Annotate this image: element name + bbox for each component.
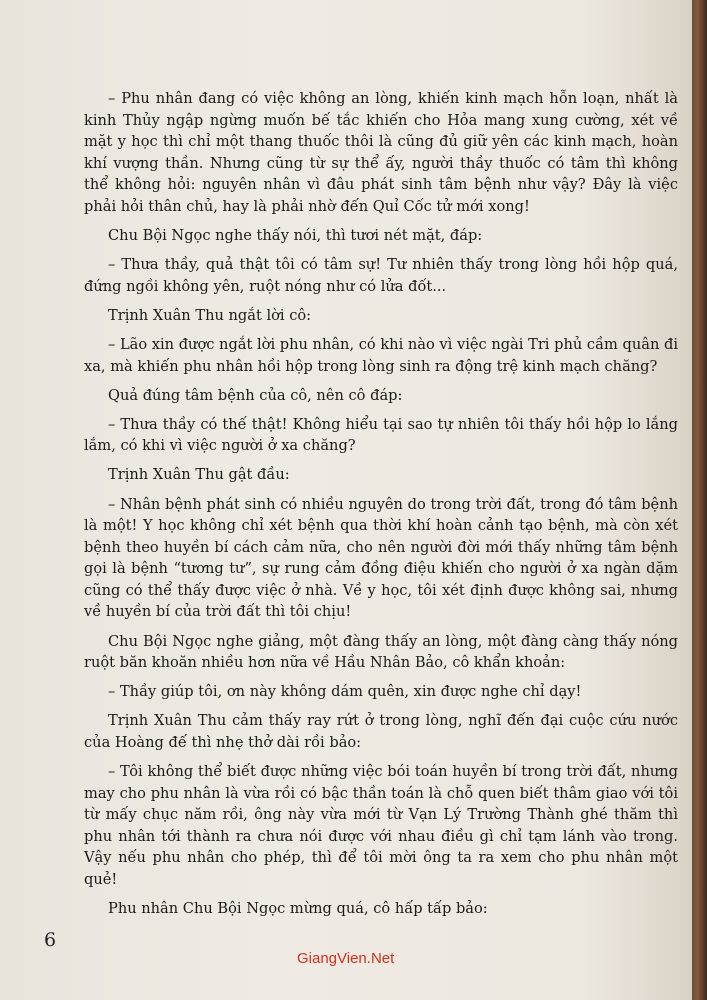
paragraph: Trịnh Xuân Thu gật đầu: xyxy=(108,466,290,484)
paragraph: Trịnh Xuân Thu cảm thấy ray rứt ở trong lòng, nghĩ đến đại cuộc cứu nước của Hoàng đế thì nhẹ thở dài rồi bảo: xyxy=(84,712,678,751)
paragraph: – Thầy giúp tôi, ơn này không dám quên, xin được nghe chỉ dạy! xyxy=(108,683,582,701)
paragraph: – Tôi không thể biết được những việc bói toán huyền bí trong trời đất, nhưng may cho phu nhân là vừa rồi có bậc thần toán là chỗ quen biết thâm giao với tôi từ mấy chục năm rồi, ông này vừa mới từ Vạn Lý Trường Thành ghé thăm thì phu nhân tới thành ra chưa nói được với nhau điều gì chỉ tạm lánh vào trong. Vậy nếu phu nhân cho phép, thì để tôi mời ông ta ra xem cho phu nhân một quẻ! xyxy=(84,763,678,888)
paragraph: – Lão xin được ngắt lời phu nhân, có khi nào vì việc ngài Tri phủ cầm quân đi xa, mà khiến phu nhân hồi hộp trong lòng sinh ra động trệ kinh mạch chăng? xyxy=(84,335,678,375)
watermark: GiangVien.Net xyxy=(297,950,395,967)
paragraph: Chu Bội Ngọc nghe thấy nói, thì tươi nét mặt, đáp: xyxy=(108,227,483,245)
book-spine xyxy=(692,0,707,1000)
paragraph: Quả đúng tâm bệnh của cô, nên cô đáp: xyxy=(108,386,403,404)
paragraph: Chu Bội Ngọc nghe giảng, một đàng thấy an lòng, một đàng càng thấy nóng ruột băn khoăn nhiều hơn nữa về Hầu Nhân Bảo, cô khẩn khoản: xyxy=(84,632,678,672)
body-text xyxy=(84,88,678,927)
paragraph: – Thưa thầy có thế thật! Không hiểu tại sao tự nhiên tôi thấy hồi hộp lo lắng lắm, có khi vì việc người ở xa chăng? xyxy=(84,415,678,455)
page-number: 6 xyxy=(44,929,57,951)
paragraph: – Thưa thầy, quả thật tôi có tâm sự! Tư nhiên thấy trong lòng hồi hộp quá, đứng ngồi không yên, ruột nóng như có lửa đốt... xyxy=(84,256,678,295)
paragraph: Phu nhân Chu Bội Ngọc mừng quá, cô hấp tấp bảo: xyxy=(108,900,488,918)
paragraph: Trịnh Xuân Thu ngắt lời cô: xyxy=(108,306,312,324)
paragraph: – Phu nhân đang có việc không an lòng, khiến kinh mạch hỗn loạn, nhất là kinh Thủy ngập ngừng muốn bế tắc khiến cho Hỏa mang xung cường, xét về mặt y học thì chỉ một thang thuốc thôi là cũng đủ giữ yên các kinh mạch, hoàn khí vượng thần. Nhưng cũng từ sự thể ấy, người thầy thuốc có tâm thì không thể không hỏi: nguyên nhân vì đâu phát sinh tâm bệnh như vậy? Đây là việc phải hỏi thân chủ, hay là phải nhờ đến Quỉ Cốc tử mới xong! xyxy=(84,90,678,215)
paragraph: – Nhân bệnh phát sinh có nhiều nguyên do trong trời đất, trong đó tâm bệnh là một! Y học không chỉ xét bệnh qua thời khí hoàn cảnh tạo bệnh, mà còn xét bệnh theo huyền bí cách cảm nữa, cho nên người đời mới thấy những tâm bệnh gọi là bệnh “tương tư”, sự rung cảm đồng điệu khiến cho người ở xa ngàn dặm cũng có thể thấy được việc ở nhà. Về y học, tôi xét định được không sai, nhưng về huyền bí của trời đất thì tôi chịu! xyxy=(84,495,678,621)
